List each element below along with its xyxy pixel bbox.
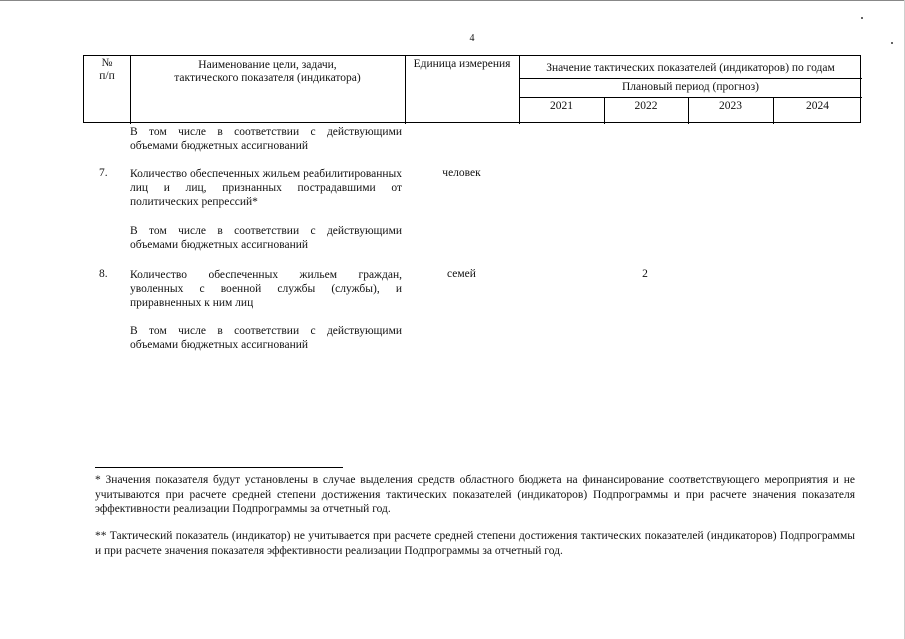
row-text: Количество обеспеченных жильем граждан, уволенных с военной службы (службы), и приравненных к ним лиц xyxy=(130,269,402,309)
header-year: 2023 xyxy=(719,100,742,112)
header-values-title: Значение тактических показателей (индикаторов) по годам xyxy=(546,62,835,74)
row-unit: семей xyxy=(447,268,476,280)
header-name: Наименование цели, задачи, тактического показателя (индикатора) xyxy=(174,59,361,84)
row-text: В том числе в соответствии с действующими объемами бюджетных ассигнований xyxy=(130,126,402,152)
header-planned-period: Плановый период (прогноз) xyxy=(621,81,760,93)
header-num: № п/п xyxy=(99,57,115,82)
page-number: 4 xyxy=(469,33,475,44)
header-year: 2021 xyxy=(550,100,573,112)
row-value-2022: 2 xyxy=(642,268,648,280)
footnote: * Значения показателя будут установлены в случае выделения средств областного бюджета на финансирование соответствующего мероприятия и не учитываются при расчете средней степени достижения тактических показателей (индикаторов) Подпрограммы и при расчете значения показателя эффективности реализации Подпрограммы за отчетный год. xyxy=(95,474,855,515)
row-unit: человек xyxy=(442,167,481,179)
row-text: В том числе в соответствии с действующими объемами бюджетных ассигнований xyxy=(130,325,402,351)
header-year: 2022 xyxy=(634,100,658,112)
table-header xyxy=(83,55,861,123)
header-divider xyxy=(519,78,862,79)
footnote-rule xyxy=(95,467,343,468)
row-number: 8. xyxy=(99,268,108,280)
header-divider xyxy=(519,97,862,98)
row-text: В том числе в соответствии с действующими объемами бюджетных ассигнований xyxy=(130,225,402,251)
header-unit: Единица измерения xyxy=(413,58,511,70)
row-number: 7. xyxy=(99,167,108,179)
page-top-edge xyxy=(0,0,905,1)
footnote: ** Тактический показатель (индикатор) не учитывается при расчете средней степени достижения тактических показателей (индикаторов) Подпрограммы и при расчете значения показателя эффективности реализации Подпрограммы за отчетный год. xyxy=(95,530,855,557)
header-year: 2024 xyxy=(806,100,829,112)
scan-speck xyxy=(891,42,893,44)
scan-speck xyxy=(861,17,863,19)
row-text: Количество обеспеченных жильем реабилитированных лиц и лиц, признанных пострадавшими от политических репрессий* xyxy=(130,168,402,208)
